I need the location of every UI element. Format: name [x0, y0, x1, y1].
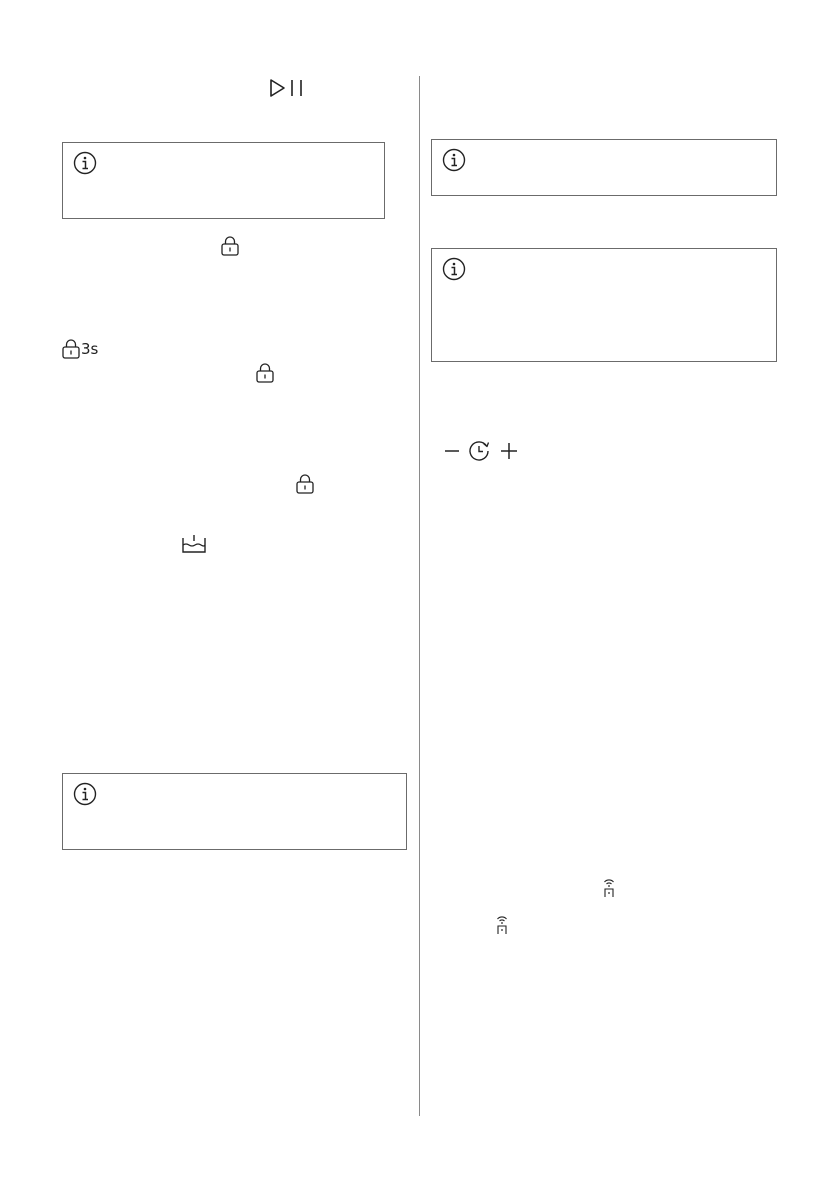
- minus-icon: [444, 440, 460, 462]
- lock-icon: [62, 339, 80, 359]
- info-icon: [442, 148, 466, 172]
- info-icon: [73, 782, 97, 806]
- info-note-box: [431, 139, 777, 196]
- play-pause-icon: [270, 79, 304, 97]
- lock-timer-label: 3s: [81, 340, 99, 358]
- left-column: [0, 0, 419, 1191]
- info-note-box: [62, 142, 385, 219]
- right-column: [420, 0, 839, 1191]
- delay-timer-icon: [468, 440, 490, 462]
- remote-control-icon: [496, 915, 508, 935]
- info-icon: [442, 257, 466, 281]
- plus-icon: [500, 440, 518, 462]
- info-note-box: [62, 773, 407, 850]
- delay-time-controls: [444, 440, 524, 462]
- lock-icon: [256, 363, 274, 383]
- remote-control-icon: [603, 878, 615, 898]
- lock-icon: [221, 236, 239, 256]
- info-icon: [73, 151, 97, 175]
- lock-icon: [296, 474, 314, 494]
- info-note-box: [431, 248, 777, 362]
- water-tank-icon: [182, 534, 206, 554]
